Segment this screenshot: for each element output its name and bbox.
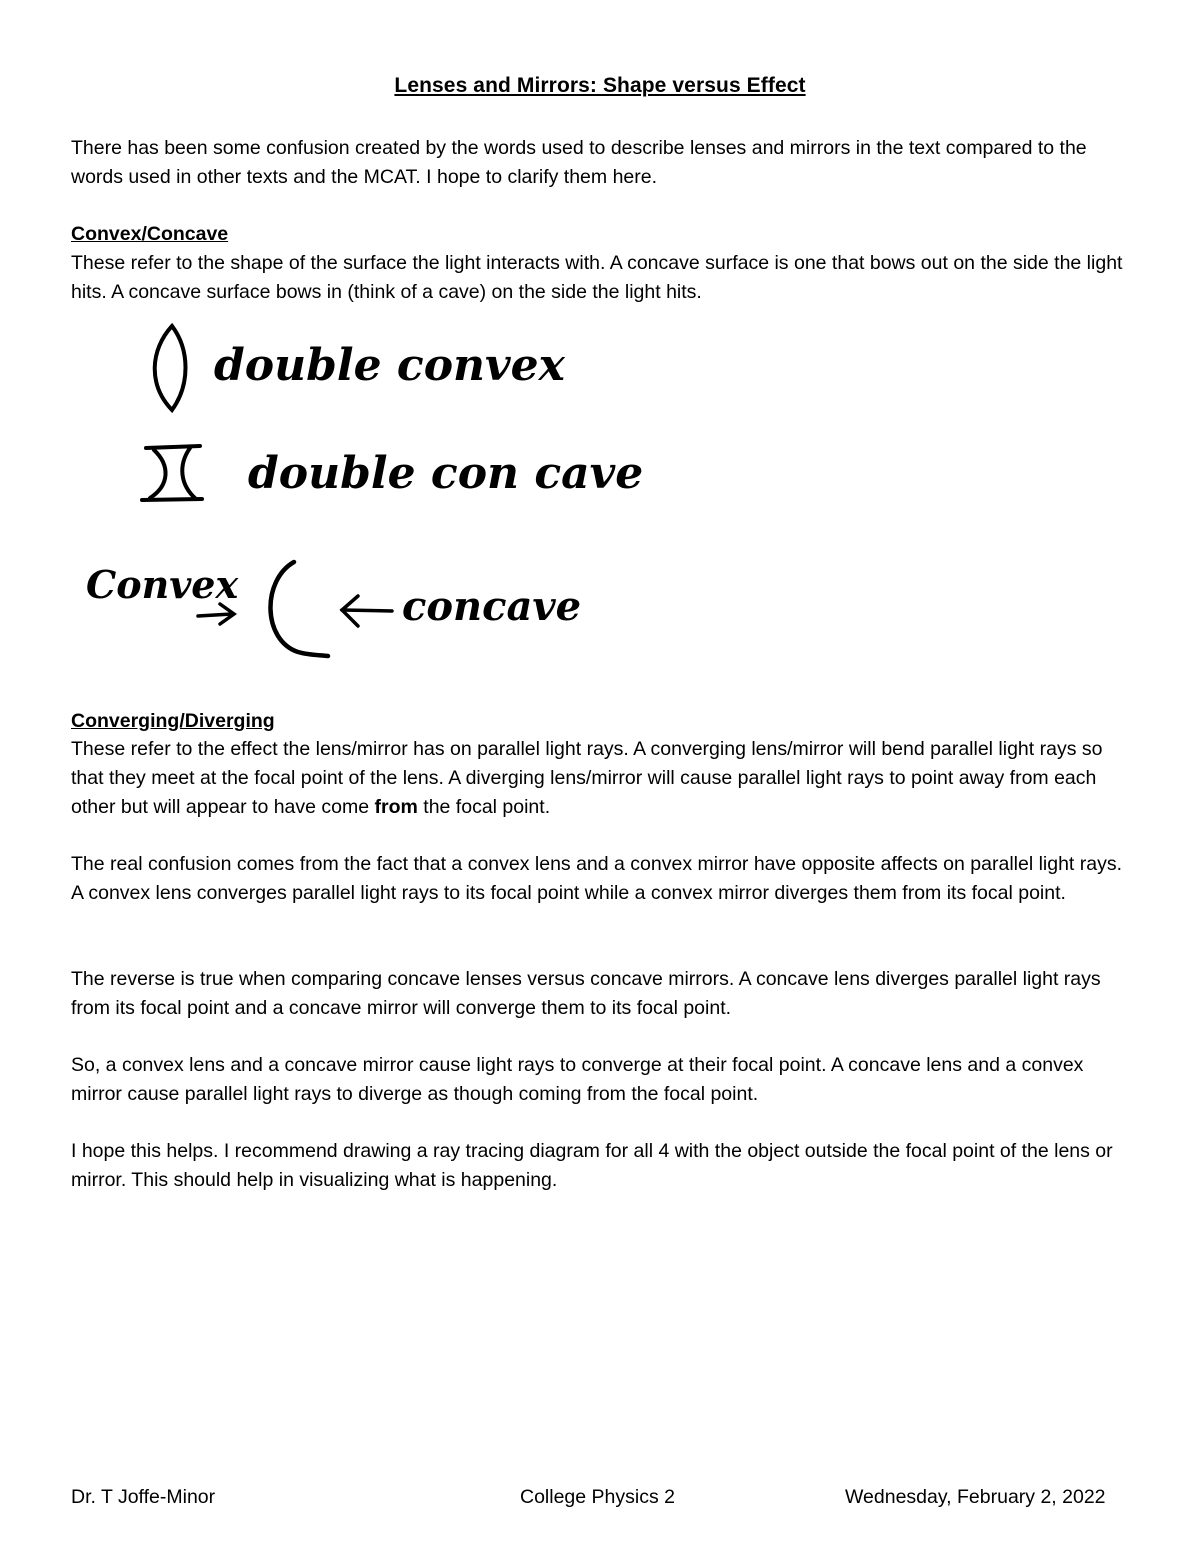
right-arrow-icon	[198, 604, 234, 624]
double-concave-label: double con cave	[248, 448, 644, 499]
convex-concave-paragraph: These refer to the shape of the surface the light interacts with. A concave surface is one that bows out on the side the light hits. A concave surface bows in (think of a cave) on the side the light hits.	[71, 252, 1123, 303]
concave-label: concave	[402, 583, 582, 630]
converging-text-part1: These refer to the effect the lens/mirror has on parallel light rays. A converging lens/mirror will bend parallel light rays so that they meet at the focal point of the lens. A diverging lens/mirror will cause parallel light rays to point away from each other but will appear to have come	[71, 738, 1103, 818]
reverse-paragraph: The reverse is true when comparing concave lenses versus concave mirrors. A concave lens diverges parallel light rays from its focal point and a concave mirror will converge them to its focal point.	[71, 968, 1101, 1019]
section-heading-converging-diverging: Converging/Diverging	[71, 710, 275, 732]
document-title: Lenses and Mirrors: Shape versus Effect	[394, 74, 806, 97]
footer-author: Dr. T Joffe-Minor	[71, 1486, 216, 1508]
convex-label: Convex	[86, 562, 239, 607]
converging-diverging-paragraph	[71, 735, 1131, 822]
double-convex-lens-icon	[155, 326, 186, 410]
double-concave-lens-icon	[142, 446, 202, 500]
confusion-paragraph: The real confusion comes from the fact that a convex lens and a convex mirror have opposite affects on parallel light rays. A convex lens converges parallel light rays to its focal point while a convex mirror diverges them from its focal point.	[71, 853, 1123, 904]
mirror-arc-icon	[270, 562, 328, 656]
footer-course: College Physics 2	[520, 1486, 675, 1508]
double-convex-label: double convex	[214, 340, 565, 391]
handwritten-sketch	[0, 0, 1200, 700]
emphasis-from: from	[374, 796, 418, 818]
section-heading-convex-concave: Convex/Concave	[71, 223, 229, 245]
summary-paragraph: So, a convex lens and a concave mirror cause light rays to converge at their focal point. A concave lens and a convex mirror cause parallel light rays to diverge as though coming from the focal point.	[71, 1054, 1084, 1105]
converging-text-part2: the focal point.	[417, 796, 551, 818]
intro-paragraph: There has been some confusion created by the words used to describe lenses and mirrors in the text compared to the words used in other texts and the MCAT. I hope to clarify them here.	[71, 137, 1087, 188]
closing-paragraph: I hope this helps. I recommend drawing a ray tracing diagram for all 4 with the object outside the focal point of the lens or mirror. This should help in visualizing what is happening.	[71, 1140, 1113, 1191]
footer-date: Wednesday, February 2, 2022	[845, 1486, 1106, 1508]
left-arrow-icon	[342, 596, 392, 626]
